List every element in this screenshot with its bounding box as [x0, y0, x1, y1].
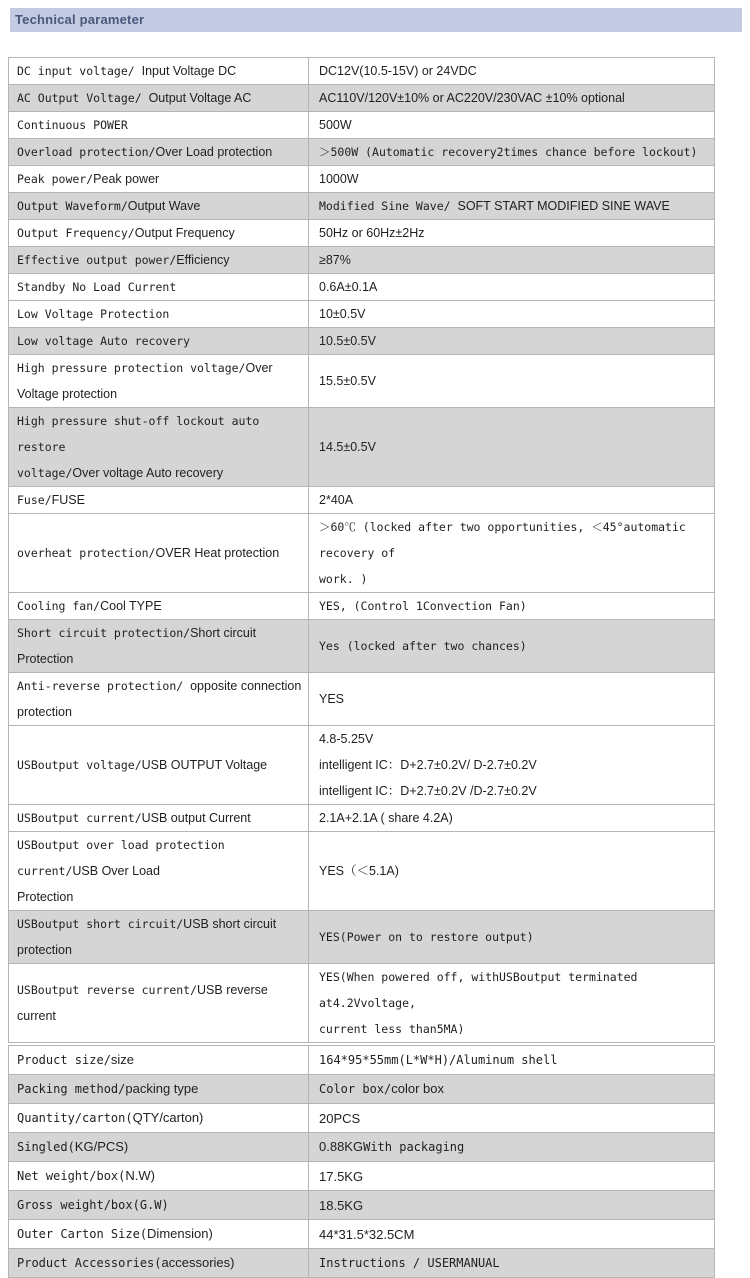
- spec-value-cell: [309, 193, 715, 220]
- text-segment: 18.5KG: [319, 1197, 364, 1213]
- text-segment: Anti-reverse protection/: [17, 679, 191, 693]
- text-segment: YES(When powered off, withUSBoutput terminated at4.2Vvoltage,: [319, 970, 638, 1010]
- spec-row: [9, 301, 715, 328]
- text-segment: Instructions / USERMANUAL: [319, 1256, 500, 1270]
- text-segment: intelligent IC：: [319, 758, 401, 772]
- text-segment: Peak power/: [17, 172, 94, 186]
- spec-value-cell: [309, 487, 715, 514]
- spec-label-cell: [9, 1133, 309, 1162]
- spec-label-cell: [9, 247, 309, 274]
- spec-label-cell: [9, 139, 309, 166]
- text-segment: Output Voltage AC: [148, 91, 252, 105]
- spec-row: [9, 1220, 715, 1249]
- text-segment: Protection: [17, 890, 74, 904]
- text-segment: 0.88KG: [319, 1139, 364, 1154]
- spec-value-cell: [309, 964, 715, 1043]
- text-segment: Cool TYPE: [100, 599, 162, 613]
- spec-row: [9, 726, 715, 805]
- text-segment: USB short circuit protection: [17, 917, 277, 957]
- spec-row: [9, 593, 715, 620]
- spec-row: [9, 1133, 715, 1162]
- spec-row: [9, 1075, 715, 1104]
- text-segment: ＞500W (Automatic recovery2times chance before lockout): [319, 145, 698, 159]
- text-segment: ＞60℃ (locked after two opportunities, ＜45°automatic recovery of: [319, 520, 686, 560]
- text-segment: Fuse/: [17, 493, 52, 507]
- spec-value-cell: [309, 220, 715, 247]
- text-segment: 2*40A: [319, 493, 354, 507]
- spec-value-cell: [309, 514, 715, 593]
- text-segment: USBoutput voltage/: [17, 758, 142, 772]
- text-segment: D+2.7±0.2V /D-2.7±0.2V: [400, 784, 537, 798]
- text-segment: intelligent IC：: [319, 784, 401, 798]
- spec-row: [9, 112, 715, 139]
- text-segment: Peak power: [93, 172, 160, 186]
- text-segment: size: [110, 1052, 135, 1067]
- spec-label-cell: [9, 301, 309, 328]
- spec-label-cell: [9, 355, 309, 408]
- spec-label-cell: [9, 832, 309, 911]
- spec-value-cell: [309, 1191, 715, 1220]
- spec-value-cell: [309, 274, 715, 301]
- text-segment: With packaging: [363, 1140, 465, 1154]
- text-segment: Dimension): [147, 1226, 213, 1241]
- text-segment: overheat protection/: [17, 546, 156, 560]
- spec-row: [9, 514, 715, 593]
- text-segment: Short circuit Protection: [17, 626, 257, 666]
- spec-row: [9, 1191, 715, 1220]
- spec-value-cell: [309, 805, 715, 832]
- spec-value-cell: [309, 247, 715, 274]
- text-segment: opposite connection protection: [17, 679, 302, 719]
- text-segment: 44*31.5*32.5CM: [319, 1226, 415, 1242]
- spec-value-cell: [309, 1046, 715, 1075]
- text-segment: SOFT START MODIFIED SINE WAVE: [457, 199, 670, 213]
- text-segment: QTY/carton): [132, 1110, 204, 1125]
- text-segment: Output Wave: [127, 199, 201, 213]
- text-segment: Standby No Load Current: [17, 280, 177, 294]
- text-segment: Overload protection/: [17, 145, 156, 159]
- text-segment: DC12V(10.5-15V) or 24VDC: [319, 64, 477, 78]
- spec-label-cell: [9, 1046, 309, 1075]
- text-segment: Continuous POWER: [17, 118, 128, 132]
- text-segment: YES（＜5.1A): [319, 864, 399, 878]
- spec-label-cell: [9, 85, 309, 112]
- text-segment: USB Over Load: [72, 864, 160, 878]
- spec-label-cell: [9, 112, 309, 139]
- spec-row: [9, 166, 715, 193]
- text-segment: Modified Sine Wave/: [319, 199, 458, 213]
- text-segment: Product size/: [17, 1053, 111, 1067]
- text-segment: USB output Current: [141, 811, 251, 825]
- text-segment: High pressure protection voltage/: [17, 361, 246, 375]
- text-segment: Output Frequency/: [17, 226, 135, 240]
- spec-value-cell: [309, 85, 715, 112]
- spec-value-cell: [309, 620, 715, 673]
- text-segment: ≥87%: [319, 253, 351, 267]
- text-segment: 15.5±0.5V: [319, 374, 376, 388]
- spec-row: [9, 220, 715, 247]
- packaging-parameters-table: [8, 1045, 715, 1278]
- spec-value-cell: [309, 1162, 715, 1191]
- text-segment: 14.5±0.5V: [319, 440, 376, 454]
- packaging-parameters-body: [9, 1046, 715, 1278]
- spec-label-cell: [9, 58, 309, 85]
- spec-row: [9, 487, 715, 514]
- text-segment: Effective output power/: [17, 253, 177, 267]
- spec-row: [9, 1046, 715, 1075]
- text-segment: 50Hz or 60Hz±2Hz: [319, 226, 425, 240]
- spec-label-cell: [9, 1104, 309, 1133]
- spec-value-cell: [309, 1075, 715, 1104]
- spec-label-cell: [9, 514, 309, 593]
- spec-label-cell: [9, 408, 309, 487]
- text-segment: 1000W: [319, 172, 359, 186]
- spec-label-cell: [9, 487, 309, 514]
- text-segment: Singled(: [17, 1140, 75, 1154]
- spec-row: [9, 58, 715, 85]
- spec-row: [9, 620, 715, 673]
- text-segment: YES(Power on to restore output): [319, 930, 534, 944]
- text-segment: OVER Heat protection: [155, 546, 280, 560]
- text-segment: 0.6A±0.1A: [319, 280, 378, 294]
- spec-label-cell: [9, 1162, 309, 1191]
- spec-label-cell: [9, 620, 309, 673]
- technical-parameters-body: [9, 58, 715, 1043]
- text-segment: Short circuit protection/: [17, 626, 191, 640]
- spec-label-cell: [9, 1220, 309, 1249]
- spec-value-cell: [309, 1220, 715, 1249]
- text-segment: Over Load protection: [155, 145, 273, 159]
- spec-label-cell: [9, 1249, 309, 1278]
- text-segment: 10±0.5V: [319, 307, 366, 321]
- spec-value-cell: [309, 911, 715, 964]
- text-segment: Net weight/box(: [17, 1169, 126, 1183]
- text-segment: Packing method/: [17, 1082, 126, 1096]
- text-segment: N.W): [125, 1168, 155, 1183]
- spec-row: [9, 1249, 715, 1278]
- spec-row: [9, 328, 715, 355]
- text-segment: Over voltage Auto recovery: [72, 466, 224, 480]
- text-segment: 2.1A+2.1A ( share 4.2A): [319, 811, 453, 825]
- text-segment: USBoutput short circuit/: [17, 917, 184, 931]
- spec-label-cell: [9, 1191, 309, 1220]
- text-segment: Cooling fan/: [17, 599, 101, 613]
- spec-row: [9, 805, 715, 832]
- spec-label-cell: [9, 220, 309, 247]
- text-segment: work. ): [319, 572, 368, 586]
- text-segment: Low Voltage Protection: [17, 307, 170, 321]
- text-segment: 500W: [319, 118, 352, 132]
- spec-value-cell: [309, 1249, 715, 1278]
- spec-value-cell: [309, 1104, 715, 1133]
- spec-value-cell: [309, 1133, 715, 1162]
- text-segment: Gross weight/box(G.W): [17, 1198, 169, 1212]
- text-segment: Yes (locked after two chances): [319, 639, 527, 653]
- technical-parameters-table: [8, 57, 715, 1043]
- spec-row: [9, 85, 715, 112]
- spec-value-cell: [309, 112, 715, 139]
- spec-label-cell: [9, 274, 309, 301]
- text-segment: DC input voltage/: [17, 64, 142, 78]
- text-segment: Outer Carton Size(: [17, 1227, 148, 1241]
- spec-label-cell: [9, 193, 309, 220]
- text-segment: USB reverse current: [17, 983, 268, 1023]
- text-segment: color box: [391, 1081, 444, 1096]
- spec-label-cell: [9, 726, 309, 805]
- spec-row: [9, 1104, 715, 1133]
- spec-value-cell: [309, 58, 715, 85]
- spec-label-cell: [9, 1075, 309, 1104]
- text-segment: Efficiency: [176, 253, 230, 267]
- text-segment: Input Voltage DC: [141, 64, 237, 78]
- text-segment: KG/PCS): [74, 1139, 129, 1154]
- text-segment: High pressure shut-off lockout auto restore: [17, 414, 260, 454]
- text-segment: AC110V/120V±10% or AC220V/230VAC ±10% optional: [319, 91, 625, 105]
- text-segment: D+2.7±0.2V/ D-2.7±0.2V: [400, 758, 537, 772]
- spec-row: [9, 408, 715, 487]
- spec-label-cell: [9, 964, 309, 1043]
- spec-row: [9, 911, 715, 964]
- spec-label-cell: [9, 911, 309, 964]
- text-segment: Quantity/carton(: [17, 1111, 133, 1125]
- section-title-bar: [10, 8, 742, 32]
- text-segment: AC Output Voltage/: [17, 91, 149, 105]
- spec-value-cell: [309, 139, 715, 166]
- spec-row: [9, 673, 715, 726]
- text-segment: 20PCS: [319, 1110, 361, 1126]
- spec-value-cell: [309, 301, 715, 328]
- text-segment: Low voltage Auto recovery: [17, 334, 191, 348]
- text-segment: voltage/: [17, 466, 73, 480]
- text-segment: USBoutput reverse current/: [17, 983, 198, 997]
- text-segment: Over Voltage protection: [17, 361, 273, 401]
- text-segment: Output Frequency: [134, 226, 235, 240]
- text-segment: YES, (Control 1Convection Fan): [319, 599, 527, 613]
- spec-row: [9, 1162, 715, 1191]
- text-segment: USBoutput over load protection current/: [17, 838, 225, 878]
- spec-value-cell: [309, 726, 715, 805]
- text-segment: accessories): [161, 1255, 235, 1270]
- spec-row: [9, 964, 715, 1043]
- spec-label-cell: [9, 166, 309, 193]
- spec-label-cell: [9, 593, 309, 620]
- spec-row: [9, 247, 715, 274]
- spec-label-cell: [9, 805, 309, 832]
- text-segment: 17.5KG: [319, 1168, 364, 1184]
- spec-row: [9, 832, 715, 911]
- spec-row: [9, 355, 715, 408]
- text-segment: current less than5MA): [319, 1022, 465, 1036]
- text-segment: YES: [319, 692, 345, 706]
- spec-value-cell: [309, 593, 715, 620]
- spec-label-cell: [9, 328, 309, 355]
- text-segment: USBoutput current/: [17, 811, 142, 825]
- text-segment: 10.5±0.5V: [319, 334, 376, 348]
- spec-value-cell: [309, 673, 715, 726]
- text-segment: 4.8-5.25V: [319, 732, 374, 746]
- text-segment: packing type: [125, 1081, 199, 1096]
- section-title: Technical parameter: [15, 12, 145, 27]
- spec-label-cell: [9, 673, 309, 726]
- text-segment: Color box/: [319, 1082, 392, 1096]
- text-segment: Output Waveform/: [17, 199, 128, 213]
- text-segment: 164*95*55mm(L*W*H)/Aluminum shell: [319, 1053, 558, 1067]
- spec-value-cell: [309, 832, 715, 911]
- spec-value-cell: [309, 328, 715, 355]
- spec-row: [9, 274, 715, 301]
- text-segment: USB OUTPUT Voltage: [141, 758, 268, 772]
- text-segment: FUSE: [51, 493, 85, 507]
- spec-row: [9, 193, 715, 220]
- spec-row: [9, 139, 715, 166]
- text-segment: Product Accessories(: [17, 1256, 162, 1270]
- spec-value-cell: [309, 408, 715, 487]
- spec-value-cell: [309, 166, 715, 193]
- spec-value-cell: [309, 355, 715, 408]
